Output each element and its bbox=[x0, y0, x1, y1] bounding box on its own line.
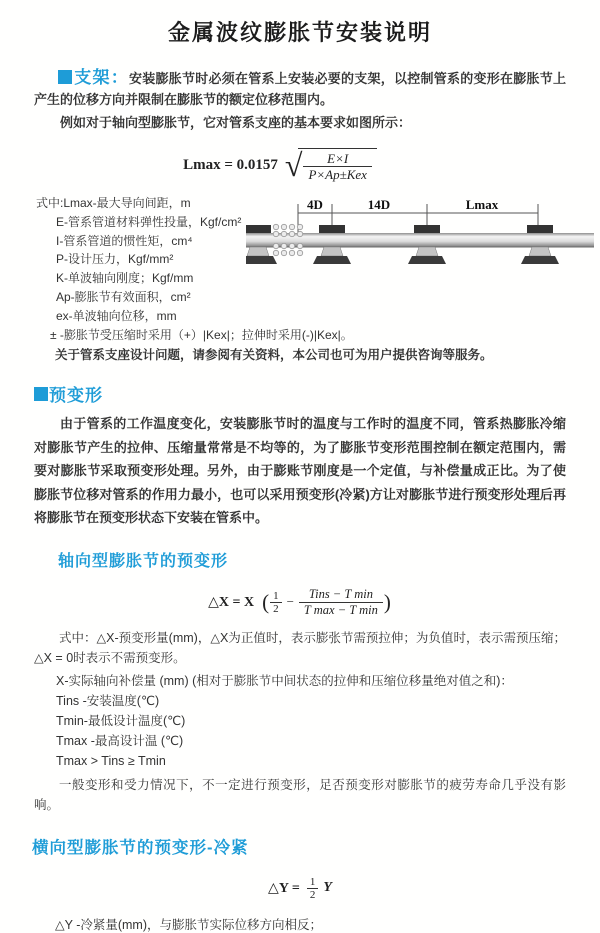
definition-line: X-实际轴向补偿量 (mm) (相对于膨胀节中间状态的拉伸和压缩位移量绝对值之和)： bbox=[56, 673, 513, 688]
half-denominator: 2 bbox=[270, 602, 282, 615]
one-half-fraction bbox=[307, 876, 319, 901]
preform-section-header bbox=[34, 381, 566, 406]
lateral-explain-text: △Y -冷紧量(mm)，与膨胀节实际位移方向相反； bbox=[55, 917, 323, 932]
page-title: 金属波纹膨胀节安装说明 bbox=[167, 20, 432, 45]
dim-label-14d: 14D bbox=[367, 197, 391, 212]
half-numerator: 1 bbox=[273, 589, 279, 602]
support-intro-paragraph bbox=[34, 67, 566, 110]
preform-body-paragraph: 由于管系的工作温度变化，安装膨胀节时的温度与工作时的温度不同，管系热膨胀冷缩对膨胀节产生的拉伸、压缩量常常是不均等的，为了膨胀节变形范围控制在额定范围内，需要对膨胀节采取预变形处理。另外，由于膨账节刚度是一个定值，与补偿量成正比。为了使膨胀节位移对管系的作用力最小，也可以采用预变形(冷紧)方让对膨胀节进行预变形处理后再将膨胀节在预变形状态下安装在管系中。 bbox=[34, 416, 566, 526]
definition-line: Tmin-最低设计温度(℃) bbox=[56, 713, 186, 728]
definition-line: Tins -安装温度(℃) bbox=[56, 693, 160, 708]
temperature-fraction bbox=[299, 587, 383, 618]
definition-line: Ap-膨胀节有效面积，cm² bbox=[56, 289, 191, 304]
temp-fraction-denominator: T max − T min bbox=[299, 602, 383, 618]
lmax-formula bbox=[34, 148, 526, 182]
lmax-formula-lhs: Lmax = 0.0157 bbox=[183, 156, 278, 173]
open-paren: ( bbox=[262, 589, 270, 614]
half-numerator: 1 bbox=[309, 875, 316, 888]
one-half-fraction bbox=[270, 590, 282, 615]
dy-formula-rhs: Y bbox=[323, 880, 332, 896]
dx-formula-lhs: △X = X bbox=[208, 594, 255, 610]
support-section-heading: 支架： bbox=[74, 68, 129, 87]
definition-line: E-管系管道材料弹性投量，Kgf/cm² bbox=[56, 214, 242, 229]
definition-line: Tmax -最高设计温 (℃) bbox=[56, 733, 184, 748]
lmax-fraction-numerator: E×I bbox=[327, 151, 349, 166]
dim-label-4d: 4D bbox=[307, 197, 323, 212]
temp-fraction-numerator: Tins − T min bbox=[308, 586, 373, 601]
definition-line: 式中:Lmax-最大导向间距，m bbox=[36, 196, 191, 210]
support-intro-text: 安装膨胀节时必须在管系上安装必要的支架，以控制管系的变形在膨胀节上产生的位移方向并限制在膨胀节的额定位移范围内。 bbox=[34, 71, 566, 107]
support-note-text: 关于管系支座设计问题，请参阅有关资料，本公司也可为用户提供咨询等服务。 bbox=[55, 348, 493, 363]
definition-line: Tmax > Tins ≥ Tmin bbox=[56, 753, 166, 768]
lmax-fraction bbox=[303, 151, 372, 182]
lateral-subsection-heading: 横向型膨胀节的预变形-冷紧 bbox=[32, 838, 249, 857]
lmax-fraction-denominator: P×Ap±Kex bbox=[303, 166, 372, 182]
definition-line: ex-单波轴向位移，mm bbox=[56, 308, 177, 323]
dy-formula-lhs: △Y = bbox=[268, 880, 300, 896]
definition-line: I-管系管道的惯性矩，cm⁴ bbox=[56, 233, 193, 248]
section-square-icon bbox=[58, 70, 72, 84]
half-denominator: 2 bbox=[307, 888, 319, 901]
axial-subsection-heading: 轴向型膨胀节的预变形 bbox=[58, 552, 229, 570]
lmax-radicand bbox=[298, 148, 377, 182]
axial-note-text: 一般变形和受力情况下，不一定进行预变形，足否预变形对膨胀节的疲劳寿命几乎没有影响。 bbox=[34, 777, 566, 813]
axial-explain-paragraph: 式中：△X-预变形量(mm)，△X为正值时，表示膨张节需预拉伸；为负值时，表示需预压缩；△X = 0时表示不需预变形。 bbox=[34, 630, 566, 666]
minus-operator: − bbox=[286, 594, 294, 610]
lateral-preform-formula bbox=[34, 876, 566, 901]
support-example-text: 例如对于轴向型膨胀节，它对管系支座的基本要求如图所示： bbox=[60, 115, 412, 130]
dim-label-lmax: Lmax bbox=[465, 197, 499, 212]
axial-preform-formula bbox=[34, 587, 566, 618]
section-square-icon bbox=[34, 387, 48, 401]
preform-section-heading: 预变形 bbox=[49, 386, 103, 406]
definition-line: ± -膨胀节受压缩时采用（+）|Kex|；拉伸时采用(-)|Kex|。 bbox=[50, 327, 353, 342]
definition-line: K-单波轴向刚度；Kgf/mm bbox=[56, 271, 194, 286]
close-paren: ) bbox=[383, 589, 391, 614]
axial-definitions-list bbox=[34, 671, 566, 771]
pipe-support-diagram bbox=[246, 193, 594, 277]
radical-sign: √ bbox=[284, 147, 303, 183]
definition-line: P-设计压力，Kgf/mm² bbox=[56, 252, 174, 267]
